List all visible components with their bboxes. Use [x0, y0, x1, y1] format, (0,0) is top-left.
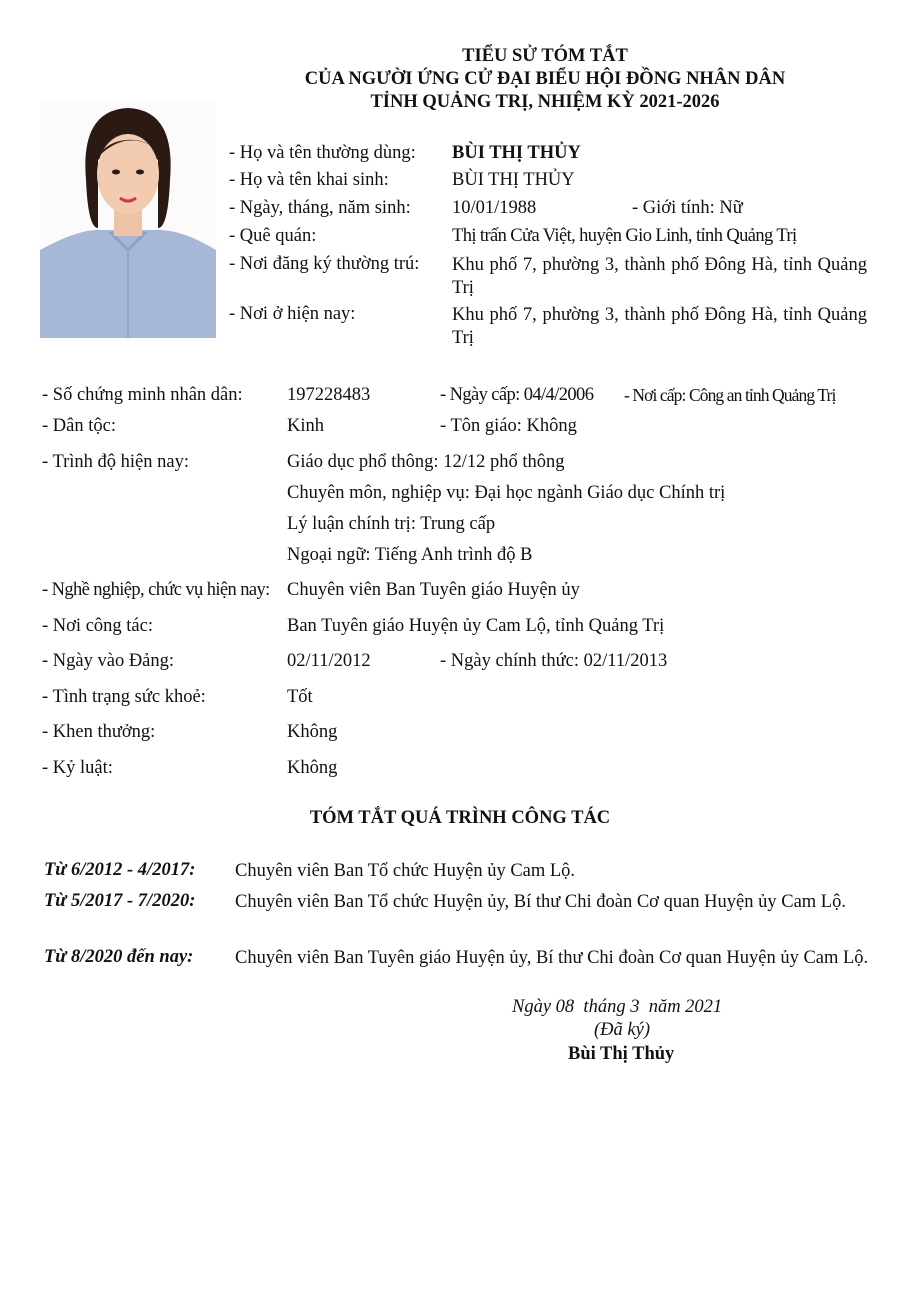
health-label: - Tình trạng sức khoẻ: — [42, 687, 206, 707]
birth-name-label: - Họ và tên khai sinh: — [229, 170, 389, 190]
education-political: Lý luận chính trị: Trung cấp — [287, 514, 496, 534]
education-label: - Trình độ hiện nay: — [42, 452, 189, 472]
gender-field: - Giới tính: Nữ — [632, 198, 743, 218]
party-official-date: - Ngày chính thức: 02/11/2013 — [440, 651, 668, 671]
dob-label: - Ngày, tháng, năm sinh: — [229, 198, 411, 218]
occupation-value: Chuyên viên Ban Tuyên giáo Huyện ủy — [287, 580, 580, 600]
occupation-label: - Nghề nghiệp, chức vụ hiện nay: — [42, 580, 270, 600]
id-value: 197228483 — [287, 385, 371, 405]
career-description: Chuyên viên Ban Tổ chức Huyện ủy, Bí thư Chi đoàn Cơ quan Huyện ủy Cam Lộ. — [235, 892, 846, 912]
portrait-image — [40, 100, 216, 338]
signature-signed-note: (Đã ký) — [594, 1020, 650, 1040]
party-date-label: - Ngày vào Đảng: — [42, 651, 175, 671]
permanent-address-label: - Nơi đăng ký thường trú: — [229, 254, 420, 274]
permanent-address-value: Khu phố 7, phường 3, thành phố Đông Hà, tỉnh Quảng Trị — [452, 255, 867, 298]
candidate-portrait-photo — [40, 100, 216, 338]
career-period: Từ 5/2017 - 7/2020: — [44, 891, 196, 911]
education-general: Giáo dục phổ thông: 12/12 phổ thông — [287, 452, 565, 472]
education-professional: Chuyên môn, nghiệp vụ: Đại học ngành Giáo dục Chính trị — [287, 483, 726, 503]
ethnic-label: - Dân tộc: — [42, 416, 116, 436]
career-period: Từ 6/2012 - 4/2017: — [44, 860, 196, 880]
workplace-value: Ban Tuyên giáo Huyện ủy Cam Lộ, tỉnh Quảng Trị — [287, 616, 665, 636]
workplace-label: - Nơi công tác: — [42, 616, 153, 636]
career-description: Chuyên viên Ban Tổ chức Huyện ủy Cam Lộ. — [235, 861, 576, 881]
id-label: - Số chứng minh nhân dân: — [42, 385, 243, 405]
common-name-label: - Họ và tên thường dùng: — [229, 143, 416, 163]
current-address-label: - Nơi ở hiện nay: — [229, 304, 356, 324]
career-section-title: TÓM TẮT QUÁ TRÌNH CÔNG TÁC — [309, 808, 611, 828]
hometown-label: - Quê quán: — [229, 226, 317, 246]
common-name-value: BÙI THỊ THỦY — [452, 143, 581, 163]
education-language: Ngoại ngữ: Tiếng Anh trình độ B — [287, 545, 533, 565]
career-description: Chuyên viên Ban Tuyên giáo Huyện ủy, Bí thư Chi đoàn Cơ quan Huyện ủy Cam Lộ. — [235, 948, 869, 968]
birth-name-value: BÙI THỊ THỦY — [452, 170, 575, 190]
health-value: Tốt — [287, 687, 313, 707]
discipline-label: - Kỷ luật: — [42, 758, 113, 778]
dob-value: 10/01/1988 — [452, 198, 537, 218]
ethnic-value: Kinh — [287, 416, 324, 436]
career-period: Từ 8/2020 đến nay: — [44, 947, 194, 967]
hometown-value: Thị trấn Cửa Việt, huyện Gio Linh, tỉnh Quảng Trị — [452, 226, 797, 246]
signature-date: Ngày 08 tháng 3 năm 2021 — [512, 997, 723, 1017]
document-subtitle: CỦA NGƯỜI ỨNG CỬ ĐẠI BIỂU HỘI ĐỒNG NHÂN DÂN — [304, 69, 786, 89]
document-term: TỈNH QUẢNG TRỊ, NHIỆM KỲ 2021-2026 — [370, 92, 720, 112]
discipline-value: Không — [287, 758, 338, 778]
document-title: TIỂU SỬ TÓM TẮT — [462, 46, 628, 66]
party-date-value: 02/11/2012 — [287, 651, 371, 671]
religion-field: - Tôn giáo: Không — [440, 416, 577, 436]
awards-value: Không — [287, 722, 338, 742]
id-issue-date: - Ngày cấp: 04/4/2006 — [440, 385, 594, 405]
id-issue-place: - Nơi cấp: Công an tỉnh Quảng Trị — [624, 385, 836, 405]
signature-name: Bùi Thị Thủy — [568, 1044, 675, 1064]
current-address-value: Khu phố 7, phường 3, thành phố Đông Hà, tỉnh Quảng Trị — [452, 305, 867, 348]
awards-label: - Khen thưởng: — [42, 722, 156, 742]
